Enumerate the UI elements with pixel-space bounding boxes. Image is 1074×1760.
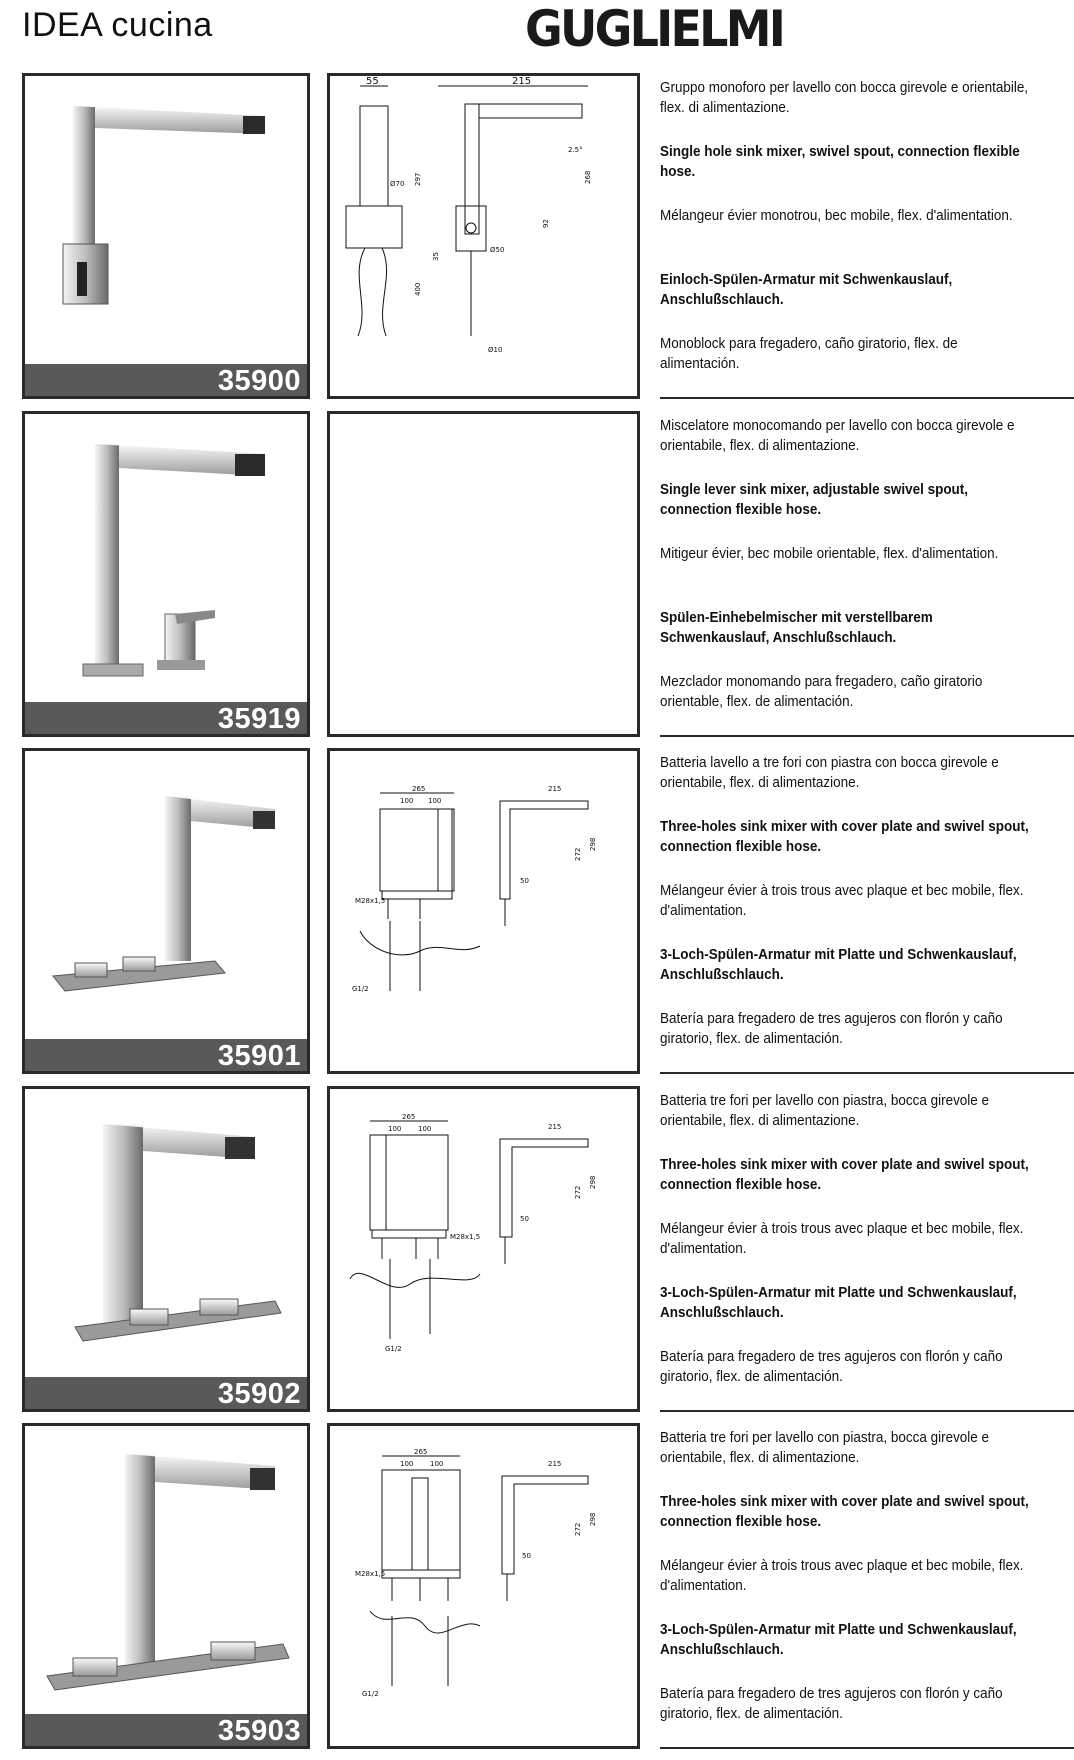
dim-297: 297 — [414, 172, 422, 186]
code-bar — [25, 702, 307, 734]
dim-215: 215 — [548, 1123, 562, 1131]
faucet-image — [25, 751, 307, 1041]
dim-265: 265 — [402, 1113, 416, 1121]
desc-french: Mélangeur évier à trois trous avec plaque et bec mobile, flex. d'alimentation. — [660, 883, 1024, 919]
dim-298: 298 — [589, 1512, 597, 1526]
dim-272: 272 — [574, 1522, 582, 1536]
product-row-35901 — [22, 748, 1074, 1078]
dim-angle: 2.5° — [568, 146, 583, 154]
dim-d10: Ø10 — [488, 346, 503, 354]
dim-g12: G1/2 — [362, 1690, 379, 1698]
dim-d50: Ø50 — [490, 246, 505, 254]
dim-265: 265 — [412, 785, 426, 793]
dim-100b: 100 — [418, 1125, 432, 1133]
brand-logo: GUGLIELMI — [525, 0, 784, 58]
dim-m28: M28x1,5 — [355, 897, 386, 905]
dim-215: 215 — [548, 1460, 562, 1468]
dim-g12: G1/2 — [352, 985, 369, 993]
product-photo — [22, 1086, 310, 1412]
desc-english: Single hole sink mixer, swivel spout, connection flexible hose. — [660, 144, 1020, 180]
dim-100a: 100 — [400, 1460, 414, 1468]
product-code: 35900 — [217, 365, 301, 397]
product-description — [660, 73, 1074, 399]
desc-english: Single lever sink mixer, adjustable swivel spout, connection flexible hose. — [660, 482, 969, 518]
dim-298: 298 — [589, 837, 597, 851]
desc-german: Einloch-Spülen-Armatur mit Schwenkauslauf, Anschlußschlauch. — [660, 272, 953, 308]
code-bar — [25, 1714, 307, 1746]
faucet-image — [25, 76, 307, 366]
dim-215: 215 — [512, 76, 532, 87]
dim-100b: 100 — [430, 1460, 444, 1468]
dim-272: 272 — [574, 1185, 582, 1199]
code-bar — [25, 1377, 307, 1409]
dim-100b: 100 — [428, 797, 442, 805]
technical-drawing — [327, 73, 640, 399]
product-row-35902 — [22, 1086, 1074, 1416]
product-code: 35919 — [217, 703, 301, 735]
product-description — [660, 411, 1074, 737]
desc-french: Mitigeur évier, bec mobile orientable, flex. d'alimentation. — [660, 546, 999, 562]
desc-english: Three-holes sink mixer with cover plate and swivel spout, connection flexible hose. — [660, 819, 1029, 855]
desc-italian: Batteria lavello a tre fori con piastra con bocca girevole e orientabile, flex. di alimentazione. — [660, 755, 999, 791]
product-row-35903 — [22, 1423, 1074, 1753]
desc-spanish: Batería para fregadero de tres agujeros con florón y caño giratorio, flex. de alimentación. — [660, 1686, 1003, 1722]
code-bar — [25, 364, 307, 396]
dim-50: 50 — [522, 1552, 531, 1560]
dim-50: 50 — [520, 877, 529, 885]
desc-italian: Batteria tre fori per lavello con piastra, bocca girevole e orientabile, flex. di alimentazione. — [660, 1093, 990, 1129]
product-description — [660, 1423, 1074, 1749]
product-photo — [22, 73, 310, 399]
desc-german: 3-Loch-Spülen-Armatur mit Platte und Schwenkauslauf, Anschlußschlauch. — [660, 1285, 1017, 1321]
desc-spanish: Batería para fregadero de tres agujeros con florón y caño giratorio, flex. de alimentación. — [660, 1011, 1003, 1047]
dim-400: 400 — [414, 282, 422, 296]
faucet-image — [25, 414, 307, 704]
dim-215: 215 — [548, 785, 562, 793]
code-bar — [25, 1039, 307, 1071]
dim-92: 92 — [542, 219, 550, 228]
desc-italian: Batteria tre fori per lavello con piastra, bocca girevole e orientabile, flex. di alimentazione. — [660, 1430, 990, 1466]
desc-german: Spülen-Einhebelmischer mit verstellbarem Schwenkauslauf, Anschlußschlauch. — [660, 610, 933, 646]
technical-drawing — [327, 1086, 640, 1412]
desc-english: Three-holes sink mixer with cover plate and swivel spout, connection flexible hose. — [660, 1157, 1029, 1193]
desc-spanish: Mezclador monomando para fregadero, caño giratorio orientable, flex. de alimentación. — [660, 674, 983, 710]
dim-268: 268 — [584, 170, 592, 184]
desc-french: Mélangeur évier à trois trous avec plaque et bec mobile, flex. d'alimentation. — [660, 1558, 1024, 1594]
product-description — [660, 1086, 1074, 1412]
product-code: 35902 — [217, 1378, 301, 1410]
product-code: 35901 — [217, 1040, 301, 1072]
technical-drawing-empty — [327, 411, 640, 737]
desc-spanish: Monoblock para fregadero, caño giratorio, flex. de alimentación. — [660, 336, 958, 372]
dim-g12: G1/2 — [385, 1345, 402, 1353]
desc-italian: Miscelatore monocomando per lavello con bocca girevole e orientabile, flex. di alimentazione. — [660, 418, 1015, 454]
desc-french: Mélangeur évier à trois trous avec plaque et bec mobile, flex. d'alimentation. — [660, 1221, 1024, 1257]
dim-265: 265 — [414, 1448, 428, 1456]
technical-drawing — [327, 1423, 640, 1749]
technical-drawing — [327, 748, 640, 1074]
desc-german: 3-Loch-Spülen-Armatur mit Platte und Schwenkauslauf, Anschlußschlauch. — [660, 1622, 1017, 1658]
desc-english: Three-holes sink mixer with cover plate and swivel spout, connection flexible hose. — [660, 1494, 1029, 1530]
product-photo — [22, 411, 310, 737]
faucet-image — [25, 1089, 307, 1379]
desc-italian: Gruppo monoforo per lavello con bocca girevole e orientabile, flex. di alimentazione. — [660, 80, 1029, 116]
desc-german: 3-Loch-Spülen-Armatur mit Platte und Schwenkauslauf, Anschlußschlauch. — [660, 947, 1017, 983]
dim-35: 35 — [432, 252, 440, 261]
desc-spanish: Batería para fregadero de tres agujeros con florón y caño giratorio, flex. de alimentación. — [660, 1349, 1003, 1385]
product-row-35919 — [22, 411, 1074, 741]
product-row-35900 — [22, 73, 1074, 403]
dim-272: 272 — [574, 847, 582, 861]
dim-100a: 100 — [400, 797, 414, 805]
product-photo — [22, 748, 310, 1074]
dim-100a: 100 — [388, 1125, 402, 1133]
dim-m28: M28x1,5 — [355, 1570, 386, 1578]
desc-french: Mélangeur évier monotrou, bec mobile, flex. d'alimentation. — [660, 208, 1013, 224]
dim-50: 50 — [520, 1215, 529, 1223]
dim-298: 298 — [589, 1175, 597, 1189]
product-photo — [22, 1423, 310, 1749]
dim-55: 55 — [366, 76, 379, 87]
product-code: 35903 — [217, 1715, 301, 1747]
dim-m28: M28x1,5 — [450, 1233, 481, 1241]
product-description — [660, 748, 1074, 1074]
catalog-title: IDEA cucina — [22, 6, 213, 44]
dim-d70: Ø70 — [390, 180, 405, 188]
faucet-image — [25, 1426, 307, 1716]
